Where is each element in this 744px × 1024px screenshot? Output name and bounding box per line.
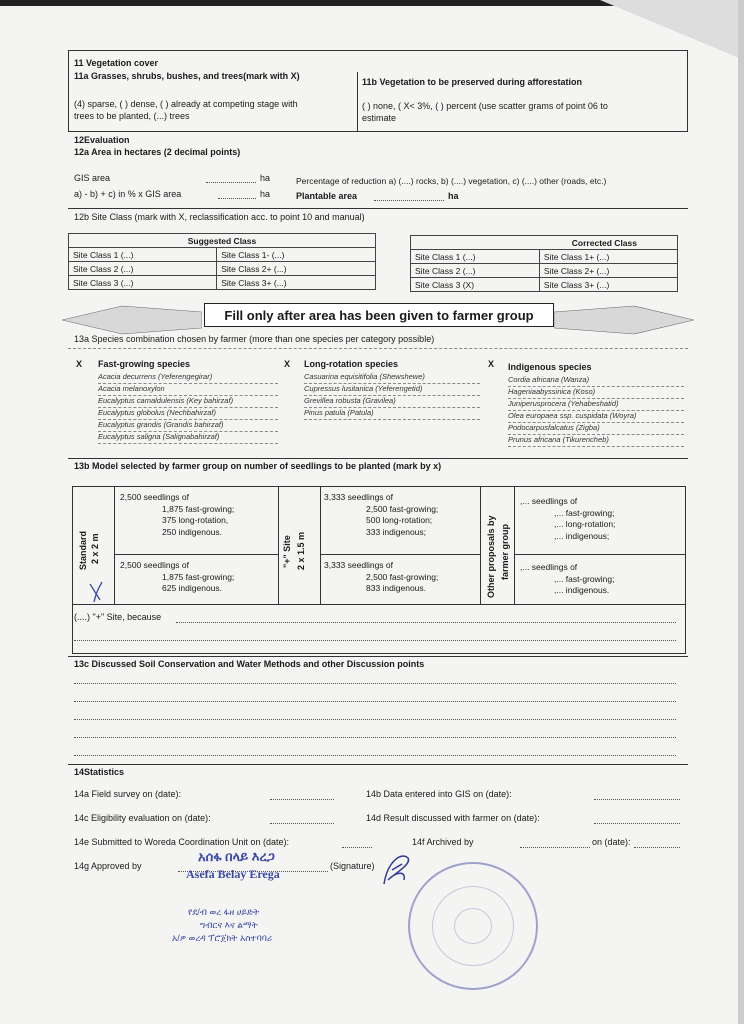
stamp-name: Asefa Belay Erega bbox=[186, 867, 280, 881]
long-x-marker: X bbox=[284, 359, 291, 369]
section-12-title: 12Evaluation bbox=[74, 135, 130, 145]
list-item[interactable]: Hageniaabyssinica (Koso) bbox=[508, 387, 684, 399]
corrected-class-cell[interactable]: Site Class 1+ (...) bbox=[539, 250, 677, 264]
text-line: 3,333 seedlings of bbox=[324, 560, 393, 570]
corrected-class-cell[interactable]: Site Class 3+ (...) bbox=[539, 278, 677, 292]
reduction-text: Percentage of reduction a) (....) rocks, b) (....) vegetation, c) (....) other (roads, etc.) bbox=[296, 176, 607, 186]
suggested-class-cell[interactable]: Site Class 3 (...) bbox=[69, 276, 217, 290]
corrected-class-header: Corrected Class bbox=[411, 236, 678, 250]
fast-x-marker: X bbox=[76, 359, 83, 369]
list-item[interactable]: Olea europaea ssp. cuspidata (Woyra) bbox=[508, 411, 684, 423]
plantable-area-label: Plantable area bbox=[296, 191, 358, 201]
gis-area-unit: ha bbox=[260, 173, 271, 183]
list-item[interactable]: Eucalyptus camaldulensis (Key bahirzaf) bbox=[98, 396, 278, 408]
archived-label: 14f Archived by bbox=[412, 837, 474, 847]
list-item[interactable]: Grevillea robusta (Gravilea) bbox=[304, 396, 480, 408]
list-item[interactable]: Acacia melanoxylon bbox=[98, 384, 278, 396]
list-item[interactable]: Cordia africana (Wanza) bbox=[508, 375, 684, 387]
eligibility-label: 14c Eligibility evaluation on (date): bbox=[74, 813, 211, 823]
indig-species-header: Indigenous species bbox=[508, 362, 592, 372]
list-item[interactable]: Cupressus lusitanica (Yeferengetid) bbox=[304, 384, 480, 396]
corrected-class-cell[interactable]: Site Class 2 (...) bbox=[411, 264, 540, 278]
other-proposals-label: Other proposals by bbox=[486, 515, 496, 598]
list-item[interactable]: Juniperusprocera (Yehabeshatid) bbox=[508, 399, 684, 411]
list-item[interactable]: Prunus africana (Tikurencheb) bbox=[508, 435, 684, 447]
section-11-title: 11 Vegetation cover bbox=[74, 58, 159, 68]
approved-label: 14g Approved by bbox=[74, 861, 142, 871]
submitted-label: 14e Submitted to Woreda Coordination Unit on (date): bbox=[74, 837, 289, 847]
text-line: 250 indigenous. bbox=[162, 526, 223, 537]
text-line: 625 indigenous. bbox=[162, 583, 223, 593]
text-line: ,... seedlings of bbox=[520, 562, 578, 572]
text-line: 375 long-rotation, bbox=[162, 515, 229, 525]
stamp-amharic-name: አሰፋ በላይ እረጋ bbox=[198, 849, 275, 864]
list-item[interactable]: Acacia decurrens (Yeferengegirar) bbox=[98, 372, 278, 384]
corrected-class-cell[interactable]: Site Class 3 (X) bbox=[411, 278, 540, 292]
suggested-class-cell[interactable]: Site Class 2+ (...) bbox=[217, 262, 376, 276]
formula-unit: ha bbox=[260, 189, 271, 199]
text-line: 2,500 seedlings of bbox=[120, 560, 189, 570]
gis-entry-label: 14b Data entered into GIS on (date): bbox=[366, 789, 512, 799]
suggested-class-cell[interactable]: Site Class 3+ (...) bbox=[217, 276, 376, 290]
section-11b-options: ( ) none, ( X< 3%, ( ) percent (use scatter grams of point 06 to bbox=[362, 101, 608, 111]
suggested-class-cell[interactable]: Site Class 1- (...) bbox=[217, 248, 376, 262]
text-line: 333 indigenous; bbox=[366, 526, 427, 537]
section-11b-title: 11b Vegetation to be preserved during afforestation bbox=[362, 77, 583, 87]
section-13b-title: 13b Model selected by farmer group on number of seedlings to be planted (mark by x) bbox=[74, 461, 442, 471]
text-line: 1,875 fast-growing; bbox=[162, 503, 235, 514]
indig-x-marker: X bbox=[488, 359, 495, 369]
text-line: 2,500 seedlings of bbox=[120, 492, 189, 502]
text-line: ,... indigenous. bbox=[554, 585, 610, 595]
suggested-class-cell[interactable]: Site Class 2 (...) bbox=[69, 262, 217, 276]
standard-dimension: 2 x 2 m bbox=[90, 533, 100, 564]
suggested-class-header: Suggested Class bbox=[69, 234, 376, 248]
long-species-header: Long-rotation species bbox=[304, 359, 399, 369]
section-11a-title: 11a Grasses, shrubs, bushes, and trees(mark with X) bbox=[74, 71, 300, 81]
section-12b-title: 12b Site Class (mark with X, reclassification acc. to point 10 and manual) bbox=[74, 212, 365, 222]
plus-site-because-label: (....) "+" Site, because bbox=[74, 612, 162, 622]
list-item[interactable]: Eucalyptus grandis (Grandis bahirzaf) bbox=[98, 420, 278, 432]
corrected-class-cell[interactable]: Site Class 2+ (...) bbox=[539, 264, 677, 278]
section-11b-options-2: estimate bbox=[362, 113, 397, 123]
list-item[interactable]: Casuarina equisitifolia (Shewshewe) bbox=[304, 372, 480, 384]
plus-site-dimension: 2 x 1.5 m bbox=[296, 531, 306, 570]
list-item[interactable]: Eucalyptus globolus (Nechbahirzaf) bbox=[98, 408, 278, 420]
signature-label: (Signature) bbox=[330, 861, 375, 871]
text-line: ,... fast-growing; bbox=[554, 573, 615, 584]
corrected-class-cell[interactable]: Site Class 1 (...) bbox=[411, 250, 540, 264]
text-line: 833 indigenous. bbox=[366, 583, 427, 593]
plus-site-label: "+" Site bbox=[282, 535, 292, 568]
banner-text: Fill only after area has been given to farmer group bbox=[204, 303, 554, 327]
gis-formula-label: a) - b) + c) in % x GIS area bbox=[74, 189, 182, 199]
standard-label: Standard bbox=[78, 530, 88, 570]
text-line: 3,333 seedlings of bbox=[324, 492, 393, 502]
suggested-class-cell[interactable]: Site Class 1 (...) bbox=[69, 248, 217, 262]
list-item[interactable]: Eucalyptus saligna (Salignabahirzaf) bbox=[98, 432, 278, 444]
text-line: 2,500 fast-growing; bbox=[366, 503, 439, 514]
text-line: 1,875 fast-growing; bbox=[162, 571, 235, 582]
stamp-line-1: የደ/ብ ወረ ፋዘ ሀይድት bbox=[188, 907, 260, 917]
section-13a-title: 13a Species combination chosen by farmer (more than one species per category possible) bbox=[74, 334, 435, 344]
result-discussed-label: 14d Result discussed with farmer on (date): bbox=[366, 813, 540, 823]
stamp-line-2: ግብርና እና ልማት bbox=[200, 920, 258, 930]
gis-area-label: GIS area bbox=[74, 173, 111, 183]
plantable-area-unit: ha bbox=[448, 191, 459, 201]
list-item[interactable]: Pinus patula (Patula) bbox=[304, 408, 480, 420]
section-11a-options: (4) sparse, ( ) dense, ( ) already at competing stage with bbox=[74, 99, 298, 109]
section-13c-title: 13c Discussed Soil Conservation and Water Methods and other Discussion points bbox=[74, 659, 425, 669]
text-line: 2,500 fast-growing; bbox=[366, 571, 439, 582]
text-line: ,... indigenous; bbox=[554, 530, 610, 541]
section-11a-options-2: trees to be planted, (...) trees bbox=[74, 111, 190, 121]
text-line: ,... seedlings of bbox=[520, 496, 578, 506]
archived-on-label: on (date): bbox=[592, 837, 631, 847]
stamp-line-3: አ/ዎ ወረዳ ፕሮጀክት አስተባባሪ bbox=[172, 933, 273, 943]
section-12a-title: 12a Area in hectares (2 decimal points) bbox=[74, 147, 241, 157]
field-survey-label: 14a Field survey on (date): bbox=[74, 789, 182, 799]
section-14-title: 14Statistics bbox=[74, 767, 125, 777]
text-line: ,... long-rotation; bbox=[554, 519, 616, 529]
text-line: ,... fast-growing; bbox=[554, 507, 615, 518]
list-item[interactable]: Podocarpusfalcatus (Zigba) bbox=[508, 423, 684, 435]
text-line: 500 long-rotation; bbox=[366, 515, 433, 525]
other-proposals-label-2: farmer group bbox=[500, 523, 510, 580]
fast-species-header: Fast-growing species bbox=[98, 359, 191, 369]
